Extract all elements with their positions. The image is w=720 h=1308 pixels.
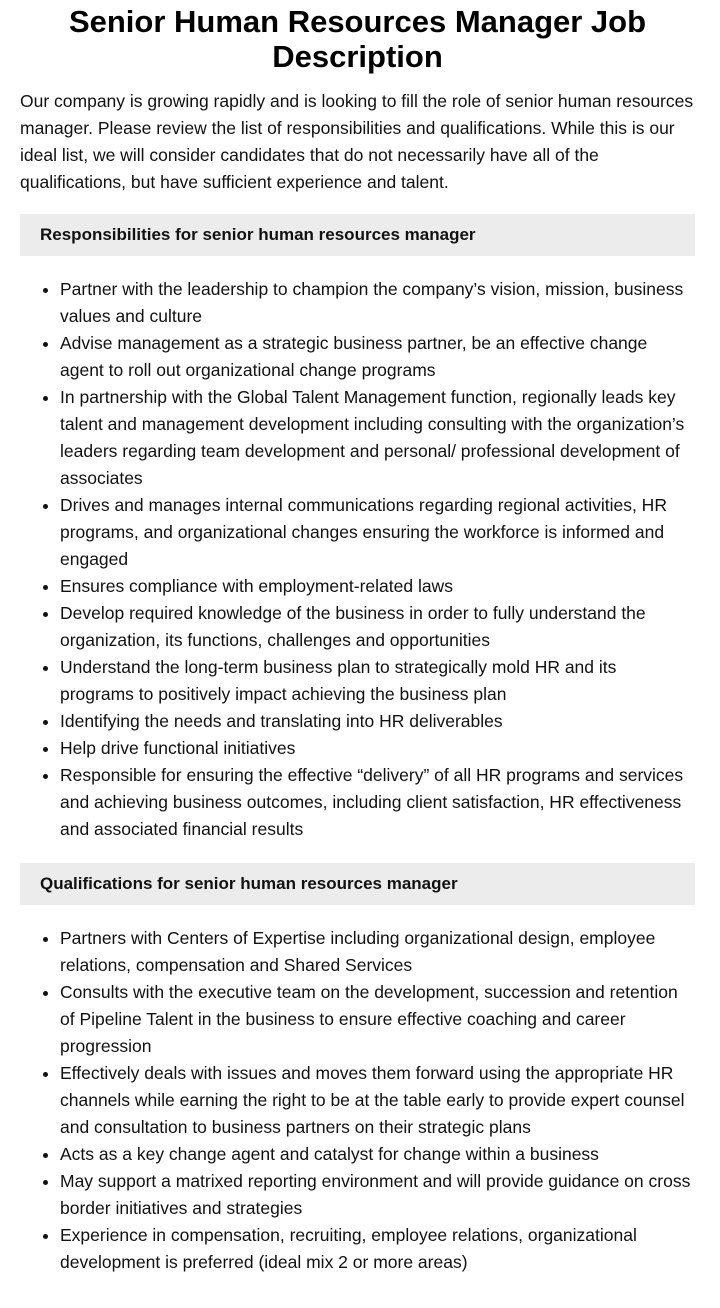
list-item: • Develop required knowledge of the business in order to fully understand the organization, its functions, challenges and opportunities (60, 600, 695, 654)
list-item: • Partner with the leadership to champion the company’s vision, mission, business values and culture (60, 276, 695, 330)
list-item: • Responsible for ensuring the effective “delivery” of all HR programs and services and achieving business outcomes, including client satisfaction, HR effectiveness and associated financial results (60, 762, 695, 843)
list-item: • Effectively deals with issues and moves them forward using the appropriate HR channels while earning the right to be at the table early to provide expert counsel and consultation to business partners on their strategic plans (60, 1060, 695, 1141)
list-item: • Experience in compensation, recruiting, employee relations, organizational development is preferred (ideal mix 2 or more areas) (60, 1222, 695, 1276)
list-item: • Identifying the needs and translating into HR deliverables (60, 708, 695, 735)
list-item: • Ensures compliance with employment-related laws (60, 573, 695, 600)
list-item: • Drives and manages internal communications regarding regional activities, HR programs, and organizational changes ensuring the workforce is informed and engaged (60, 492, 695, 573)
responsibilities-heading: Responsibilities for senior human resources manager (20, 214, 695, 256)
list-item: • May support a matrixed reporting environment and will provide guidance on cross border initiatives and strategies (60, 1168, 695, 1222)
list-item: • Advise management as a strategic business partner, be an effective change agent to roll out organizational change programs (60, 330, 695, 384)
qualifications-list (20, 925, 695, 1276)
list-item: • Understand the long-term business plan to strategically mold HR and its programs to positively impact achieving the business plan (60, 654, 695, 708)
list-item: • Partners with Centers of Expertise including organizational design, employee relations, compensation and Shared Services (60, 925, 695, 979)
list-item: • In partnership with the Global Talent Management function, regionally leads key talent and management development including consulting with the organization’s leaders regarding team development and personal/ professional development of associates (60, 384, 695, 492)
responsibilities-list (20, 276, 695, 843)
list-item: • Acts as a key change agent and catalyst for change within a business (60, 1141, 695, 1168)
page-title: Senior Human Resources Manager Job Description (68, 4, 647, 74)
intro-paragraph: Our company is growing rapidly and is looking to fill the role of senior human resources manager. Please review the list of responsibilities and qualifications. While this is our ideal list, we will consider candidates that do not necessarily have all of the qualifications, but have sufficient experience and talent. (20, 91, 694, 192)
list-item: • Help drive functional initiatives (60, 735, 695, 762)
qualifications-heading: Qualifications for senior human resources manager (20, 863, 695, 905)
list-item: • Consults with the executive team on the development, succession and retention of Pipeline Talent in the business to ensure effective coaching and career progression (60, 979, 695, 1060)
